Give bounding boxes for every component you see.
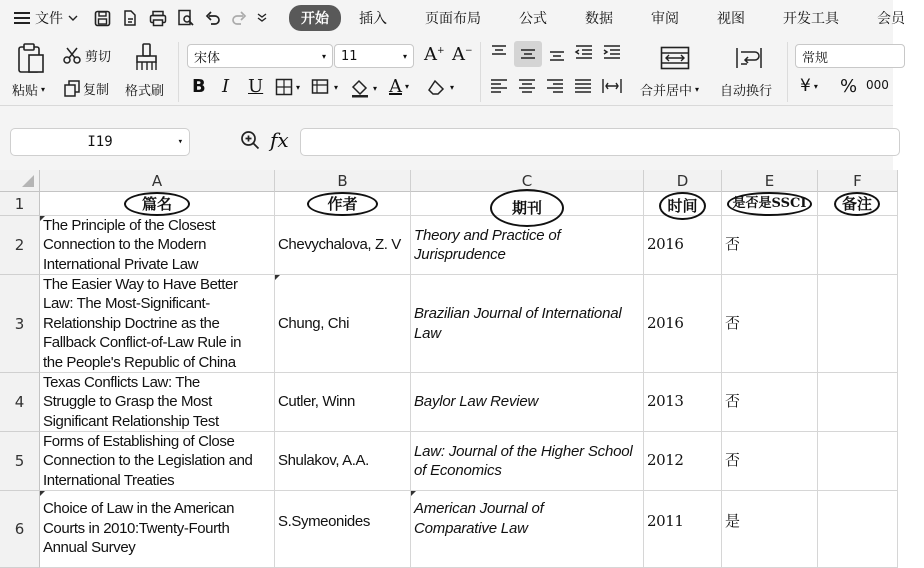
divider xyxy=(480,42,481,102)
hamburger-icon xyxy=(14,11,30,25)
cell-a6[interactable] xyxy=(40,491,275,568)
cell-e2[interactable] xyxy=(722,216,818,275)
column-header-d[interactable]: D xyxy=(644,170,722,192)
author-text: Chung, Chi xyxy=(278,314,350,332)
merge-cells-icon xyxy=(660,46,690,70)
paste-icon xyxy=(16,42,46,74)
error-indicator xyxy=(40,491,45,496)
cell-b4[interactable] xyxy=(275,373,411,432)
percent-icon: % xyxy=(840,76,858,97)
underline-button[interactable] xyxy=(248,76,263,97)
caret-down-icon: ▾ xyxy=(373,83,378,93)
ssci-text: 否 xyxy=(725,392,740,411)
wrap-text-icon-button[interactable] xyxy=(735,46,763,70)
select-all-corner[interactable] xyxy=(0,170,40,192)
header-cell-journal[interactable] xyxy=(411,192,644,216)
print-icon[interactable] xyxy=(149,10,167,27)
align-middle-button[interactable] xyxy=(514,41,542,67)
cell-f3[interactable] xyxy=(818,275,898,373)
row-header-5[interactable]: 5 xyxy=(0,432,40,491)
title-line: Forms of Establishing of Close xyxy=(43,432,235,450)
italic-icon: I xyxy=(222,76,230,97)
chevron-down-icon xyxy=(68,15,78,21)
cell-a3[interactable] xyxy=(40,275,275,373)
column-header-f[interactable]: F xyxy=(818,170,898,192)
caret-down-icon: ▾ xyxy=(813,81,818,91)
year-text: 2012 xyxy=(647,451,684,470)
align-left-button[interactable] xyxy=(490,78,508,94)
border-icon xyxy=(275,78,293,96)
row-header-6[interactable]: 6 xyxy=(0,491,40,568)
underline-icon: U xyxy=(248,76,264,97)
year-text: 2016 xyxy=(647,235,684,254)
title-line: Relationship Doctrine as the xyxy=(43,314,220,332)
cell-d5[interactable] xyxy=(644,432,722,491)
journal-line: Baylor Law Review xyxy=(414,393,539,411)
cell-c3[interactable] xyxy=(411,275,644,373)
customize-toolbar-icon[interactable] xyxy=(257,13,267,23)
error-indicator xyxy=(40,216,45,221)
caret-down-icon: ▾ xyxy=(695,85,700,94)
ssci-text: 否 xyxy=(725,313,740,332)
increase-indent-icon xyxy=(602,44,622,60)
cell-f5[interactable] xyxy=(818,432,898,491)
align-right-icon xyxy=(546,78,564,94)
cell-f6[interactable] xyxy=(818,491,898,568)
wrap-text-label: 自动换行 xyxy=(720,84,773,99)
increase-indent-button[interactable] xyxy=(602,44,622,60)
cell-e6[interactable] xyxy=(722,491,818,568)
header-ssci: 是否是SSCI xyxy=(727,192,813,216)
header-cell-year[interactable] xyxy=(644,192,722,216)
merge-center-icon-button[interactable] xyxy=(660,46,690,70)
title-text xyxy=(43,432,252,491)
divider xyxy=(787,42,788,102)
title-line: Annual Survey xyxy=(43,539,136,556)
title-line: International Treaties xyxy=(43,471,175,489)
cut-button[interactable] xyxy=(62,46,111,65)
clear-button[interactable] xyxy=(427,78,454,96)
cell-e4[interactable] xyxy=(722,373,818,432)
number-format-select[interactable] xyxy=(795,44,905,68)
year-text: 2016 xyxy=(647,313,684,332)
cell-style-button[interactable] xyxy=(311,78,338,96)
header-cell-title[interactable] xyxy=(40,192,275,216)
quick-access-toolbar xyxy=(94,9,267,27)
divider xyxy=(178,42,179,102)
thousands-button[interactable] xyxy=(866,78,889,92)
format-painter-icon xyxy=(134,42,160,72)
format-painter-button[interactable] xyxy=(125,80,164,99)
cell-e5[interactable] xyxy=(722,432,818,491)
author-text: Chevychalova, Z. V xyxy=(278,236,401,254)
header-cell-note[interactable] xyxy=(818,192,898,216)
copy-icon xyxy=(64,80,80,97)
tab-developer[interactable]: 开发工具 xyxy=(783,11,839,27)
title-line: Fallback Conflict-of-Law Rule in xyxy=(43,334,242,352)
align-center-icon xyxy=(518,78,536,94)
author-text: Shulakov, A.A. xyxy=(278,452,369,470)
tab-data[interactable]: 数据 xyxy=(585,11,613,27)
menu-bar xyxy=(0,0,905,36)
name-box-value: I19 xyxy=(87,134,113,150)
title-text xyxy=(43,275,241,373)
increase-font-icon: A+ xyxy=(424,44,445,65)
header-cell-ssci[interactable] xyxy=(722,192,818,216)
align-left-icon xyxy=(490,78,508,94)
font-name-value: 宋体 xyxy=(194,50,221,66)
ssci-text: 否 xyxy=(725,235,740,254)
justify-icon xyxy=(574,78,592,94)
decrease-font-button[interactable] xyxy=(452,44,473,65)
cell-style-icon xyxy=(311,78,331,96)
header-journal: 期刊 xyxy=(490,189,564,227)
merge-center-button[interactable] xyxy=(640,80,699,99)
cell-c4[interactable] xyxy=(411,373,644,432)
caret-down-icon: ▾ xyxy=(177,137,183,147)
ribbon-tabs xyxy=(289,5,924,31)
cell-e3[interactable] xyxy=(722,275,818,373)
decrease-font-icon: A− xyxy=(452,44,473,65)
insert-function-button[interactable]: fx xyxy=(270,128,289,152)
journal-text xyxy=(414,304,622,343)
align-bottom-button[interactable] xyxy=(548,46,566,62)
author-text: S.Symeonides xyxy=(278,513,370,531)
title-line: Law: The Most-Significant- xyxy=(43,295,210,313)
journal-line: Brazilian Journal of International xyxy=(414,305,622,322)
file-menu-label: 文件 xyxy=(35,11,63,27)
cell-d6[interactable] xyxy=(644,491,722,568)
cell-d4[interactable] xyxy=(644,373,722,432)
font-size-select[interactable] xyxy=(334,44,414,68)
paste-icon-button[interactable] xyxy=(16,42,46,74)
cell-c6[interactable] xyxy=(411,491,644,568)
save-icon[interactable] xyxy=(94,10,111,27)
copy-label: 复制 xyxy=(83,83,110,98)
tab-formulas[interactable]: 公式 xyxy=(519,11,547,27)
eraser-icon xyxy=(427,78,447,96)
export-pdf-icon[interactable] xyxy=(121,9,139,27)
file-menu[interactable] xyxy=(14,8,78,28)
journal-line: Comparative Law xyxy=(414,519,528,537)
cell-b2[interactable] xyxy=(275,216,411,275)
title-line: Connection to the Modern xyxy=(43,236,207,254)
formula-bar xyxy=(0,106,893,170)
journal-line: Jurisprudence xyxy=(414,246,506,263)
title-line: Struggle to Grasp the Most xyxy=(43,393,212,411)
italic-button[interactable] xyxy=(222,76,229,97)
header-title: 篇名 xyxy=(124,192,190,216)
cell-a5[interactable] xyxy=(40,432,275,491)
cell-c5[interactable] xyxy=(411,432,644,491)
caret-down-icon: ▾ xyxy=(41,85,46,94)
title-text xyxy=(43,373,219,432)
border-button[interactable] xyxy=(275,78,300,96)
column-header-c[interactable]: C xyxy=(411,170,644,192)
justify-button[interactable] xyxy=(574,78,592,94)
tab-view[interactable]: 视图 xyxy=(717,11,745,27)
header-cell-author[interactable] xyxy=(275,192,411,216)
align-middle-icon xyxy=(519,46,537,62)
row-header-4[interactable]: 4 xyxy=(0,373,40,432)
title-line: International Private Law xyxy=(43,255,199,273)
journal-line: American Journal of xyxy=(414,500,544,517)
error-indicator xyxy=(411,491,416,496)
header-author: 作者 xyxy=(307,192,377,216)
fill-color-button[interactable] xyxy=(350,78,377,98)
caret-down-icon: ▾ xyxy=(296,82,301,92)
tab-page-layout[interactable]: 页面布局 xyxy=(425,11,481,27)
ssci-text: 是 xyxy=(725,512,740,531)
title-text xyxy=(43,499,234,558)
format-painter-icon-button[interactable] xyxy=(134,42,160,72)
font-color-icon: A xyxy=(389,76,402,97)
zoom-icon[interactable] xyxy=(240,130,260,150)
journal-line: of Economics xyxy=(414,462,502,479)
row-header-1[interactable]: 1 xyxy=(0,192,40,216)
cut-label: 剪切 xyxy=(85,50,112,65)
row-header-3[interactable]: 3 xyxy=(0,275,40,373)
increase-font-button[interactable] xyxy=(424,44,445,65)
row-header-2[interactable]: 2 xyxy=(0,216,40,275)
font-size-value: 11 xyxy=(341,48,358,64)
scissors-icon xyxy=(62,47,82,65)
ssci-text: 否 xyxy=(725,451,740,470)
format-painter-label: 格式刷 xyxy=(125,84,165,99)
cell-d3[interactable] xyxy=(644,275,722,373)
align-center-button[interactable] xyxy=(518,78,536,94)
cell-b3[interactable] xyxy=(275,275,411,373)
cell-a4[interactable] xyxy=(40,373,275,432)
paste-label: 粘贴 xyxy=(12,84,39,99)
copy-button[interactable] xyxy=(64,79,109,98)
font-name-select[interactable] xyxy=(187,44,333,68)
align-bottom-icon xyxy=(548,46,566,62)
title-line: Connection to the Legislation and xyxy=(43,452,253,470)
spreadsheet-grid xyxy=(0,170,893,568)
journal-line: Law xyxy=(414,324,441,342)
align-top-icon xyxy=(490,44,508,60)
tab-review[interactable]: 审阅 xyxy=(651,11,679,27)
decrease-indent-icon xyxy=(574,44,594,60)
formula-input[interactable] xyxy=(300,128,900,156)
formula-tools xyxy=(240,128,289,152)
cell-a2[interactable] xyxy=(40,216,275,275)
fill-bucket-icon xyxy=(350,78,370,98)
bold-button[interactable] xyxy=(192,76,206,97)
title-line: Significant Relationship Test xyxy=(43,412,219,430)
wrap-text-button[interactable] xyxy=(720,80,772,99)
print-preview-icon[interactable] xyxy=(177,9,195,27)
caret-down-icon: ▾ xyxy=(402,51,407,61)
align-right-button[interactable] xyxy=(546,78,564,94)
cell-f2[interactable] xyxy=(818,216,898,275)
title-line: the People's Republic of China xyxy=(43,353,236,371)
header-year: 时间 xyxy=(659,192,705,220)
title-line: The Easier Way to Have Better xyxy=(43,275,238,293)
journal-line: Law: Journal of the Higher School xyxy=(414,442,633,460)
journal-text xyxy=(414,499,544,538)
undo-icon[interactable] xyxy=(205,11,221,26)
journal-text xyxy=(414,442,633,481)
percent-button[interactable] xyxy=(840,76,857,97)
title-text xyxy=(43,216,215,275)
column-header-e[interactable]: E xyxy=(722,170,818,192)
distribute-icon xyxy=(602,78,622,94)
column-header-b[interactable]: B xyxy=(275,170,411,192)
font-color-button[interactable] xyxy=(389,76,409,97)
header-note: 备注 xyxy=(834,192,880,216)
caret-down-icon: ▾ xyxy=(334,82,339,92)
merge-center-label: 合并居中 xyxy=(640,84,693,99)
thousands-icon: 000 xyxy=(866,78,889,92)
journal-text xyxy=(414,226,561,265)
tab-home[interactable]: 开始 xyxy=(289,5,341,31)
title-line: Texas Conflicts Law: The xyxy=(43,373,200,391)
paste-button[interactable] xyxy=(12,80,45,99)
tab-insert[interactable]: 插入 xyxy=(359,11,387,27)
caret-down-icon: ▾ xyxy=(450,82,455,92)
distribute-button[interactable] xyxy=(602,78,622,94)
year-text: 2011 xyxy=(647,512,684,531)
decrease-indent-button[interactable] xyxy=(574,44,594,60)
column-header-a[interactable]: A xyxy=(40,170,275,192)
select-all-icon xyxy=(0,170,40,192)
wrap-text-icon xyxy=(735,46,763,70)
currency-button[interactable] xyxy=(800,76,818,96)
redo-icon[interactable] xyxy=(231,11,247,26)
author-text: Cutler, Winn xyxy=(278,393,355,411)
cell-d2[interactable] xyxy=(644,216,722,275)
caret-down-icon: ▾ xyxy=(321,51,326,61)
cell-f4[interactable] xyxy=(818,373,898,432)
align-top-button[interactable] xyxy=(490,44,508,60)
cell-b6[interactable] xyxy=(275,491,411,568)
cell-c2[interactable] xyxy=(411,216,644,275)
tab-member[interactable]: 会员 xyxy=(877,11,905,27)
number-format-value: 常规 xyxy=(802,50,829,66)
bold-icon: B xyxy=(192,76,206,97)
error-indicator xyxy=(275,275,280,280)
name-box[interactable] xyxy=(10,128,190,156)
year-text: 2013 xyxy=(647,392,684,411)
ribbon xyxy=(0,36,893,106)
title-line: The Principle of the Closest xyxy=(43,216,216,234)
caret-down-icon: ▾ xyxy=(405,82,410,91)
currency-icon: ¥ xyxy=(800,76,811,96)
journal-line: Theory and Practice of xyxy=(414,226,561,244)
title-line: Choice of Law in the American xyxy=(43,500,235,517)
journal-text xyxy=(414,392,538,412)
cell-b5[interactable] xyxy=(275,432,411,491)
title-line: Courts in 2010:Twenty-Fourth xyxy=(43,519,230,537)
